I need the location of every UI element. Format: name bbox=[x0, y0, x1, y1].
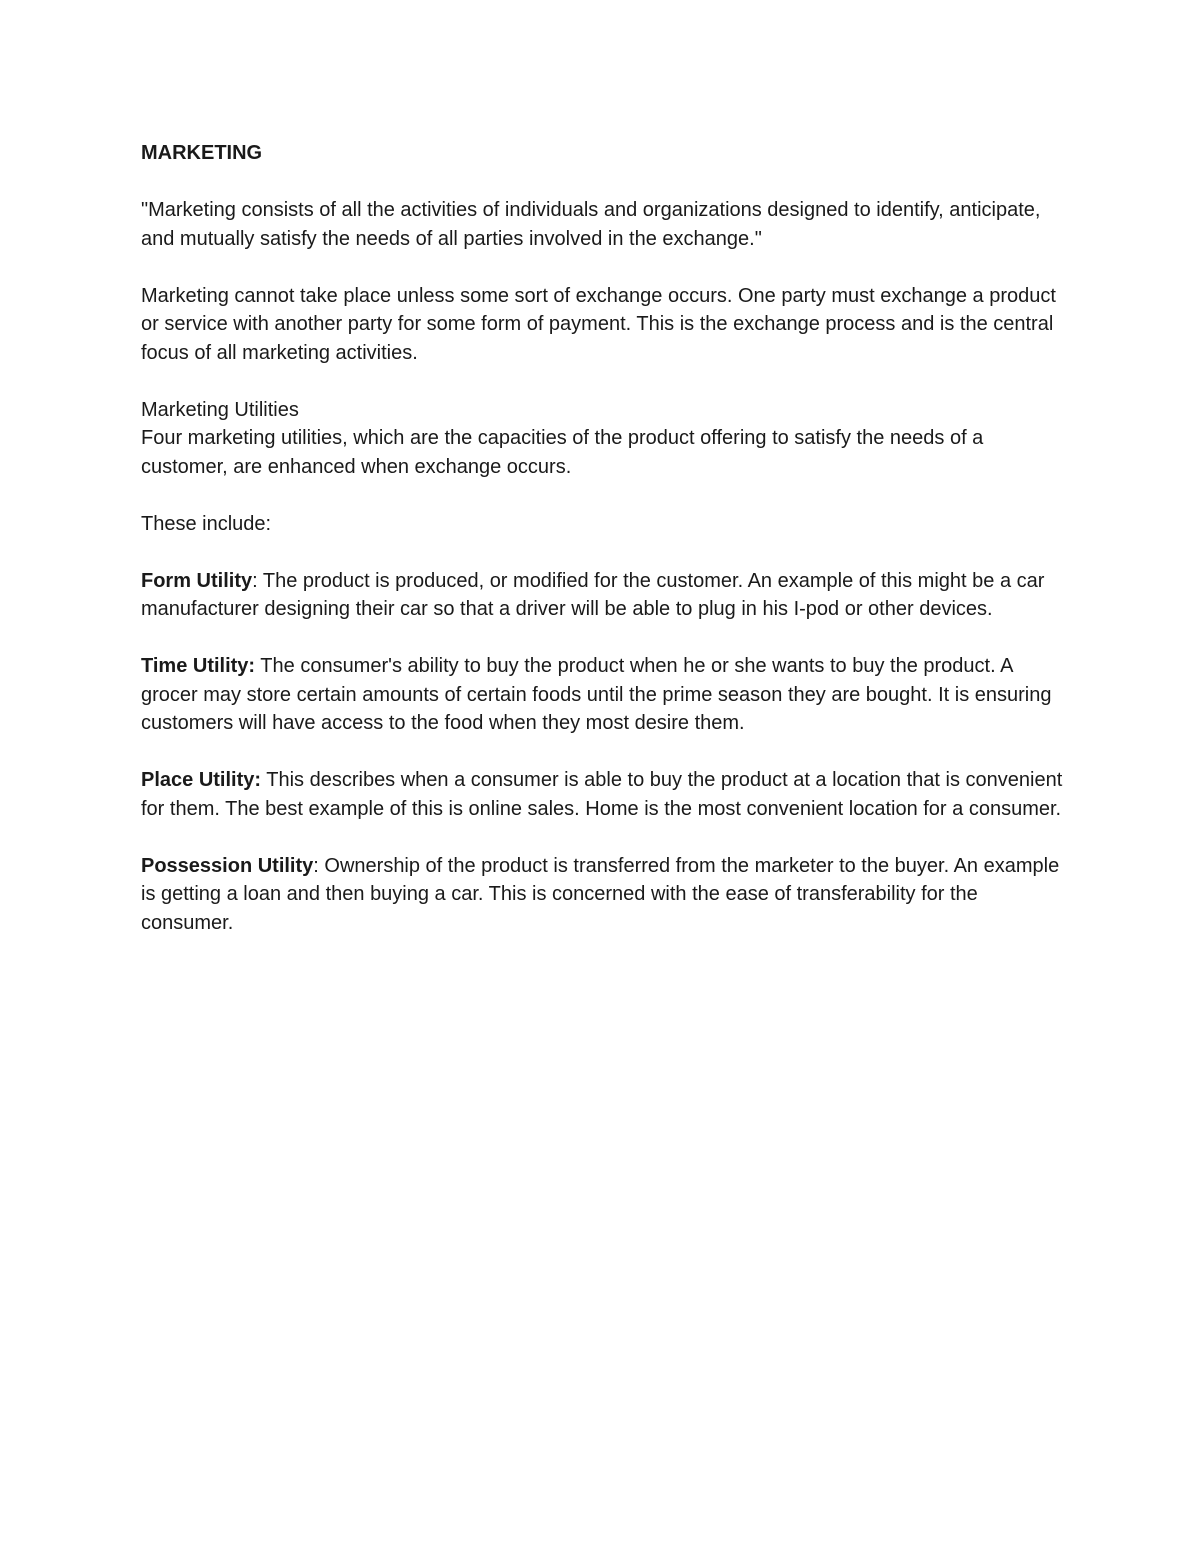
utility-item-possession bbox=[141, 852, 1071, 938]
utility-separator: : bbox=[252, 569, 263, 592]
utility-term: Form Utility bbox=[141, 569, 253, 592]
definition-paragraph: "Marketing consists of all the activities of individuals and organizations designed to identify, anticipate, and mutually satisfy the needs of all parties involved in the exchange." bbox=[141, 199, 1041, 250]
utilities-section bbox=[141, 396, 1071, 482]
utility-separator: : bbox=[313, 854, 325, 877]
utility-term: Possession Utility bbox=[141, 854, 314, 877]
utility-item-time bbox=[141, 652, 1071, 738]
utilities-intro: Four marketing utilities, which are the capacities of the product offering to satisfy the needs of a customer, are enhanced when exchange occurs. bbox=[141, 427, 984, 478]
utility-item-place bbox=[141, 766, 1071, 823]
utility-term: Time Utility: bbox=[141, 655, 256, 677]
utility-description: This describes when a consumer is able to buy the product at a location that is convenient for them. The best example of this is online sales. Home is the most convenient location for a consumer. bbox=[141, 769, 1063, 820]
utility-description: Ownership of the product is transferred from the marketer to the buyer. An example is getting a loan and then buying a car. This is concerned with the ease of transferability for the consumer. bbox=[141, 854, 1060, 934]
utility-item-form bbox=[141, 567, 1071, 624]
utilities-heading: Marketing Utilities bbox=[141, 398, 299, 421]
utility-term: Place Utility: bbox=[141, 769, 262, 791]
utility-description: The consumer's ability to buy the product when he or she wants to buy the product. A grocer may store certain amounts of certain foods until the prime season they are bought. It is ensuring customers will have access to the food when they most desire them. bbox=[141, 655, 1052, 734]
exchange-paragraph: Marketing cannot take place unless some sort of exchange occurs. One party must exchange a product or service with another party for some form of payment. This is the exchange process and is the central focus of all marketing activities. bbox=[141, 284, 1056, 364]
document-title: MARKETING bbox=[141, 142, 263, 164]
utility-description: The product is produced, or modified for the customer. An example of this might be a car manufacturer designing their car so that a driver will be able to plug in his I-pod or other devices. bbox=[141, 569, 1045, 620]
these-include-label: These include: bbox=[141, 512, 272, 535]
document-body bbox=[141, 139, 1071, 966]
